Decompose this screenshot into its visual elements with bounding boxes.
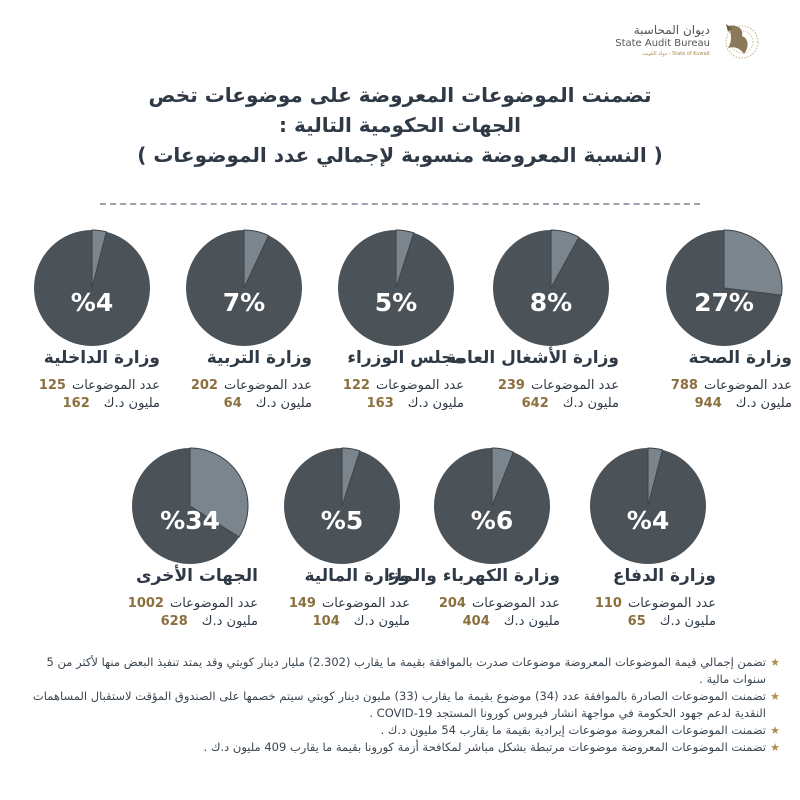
topics-count-label: عدد الموضوعات <box>375 378 464 393</box>
amount-value: 944 <box>694 396 722 411</box>
ministry-card <box>446 228 627 418</box>
footnote-text: تضمنت الموضوعات الصادرة بالموافقة عدد (34) موضوع بقيمة ما يقارب (33) مليون دينار كويتي سيتم خصمها على الصندوق المؤقت لاستقبال المساهمات النقدية لدعم جهود الحكومة في مواجهة انشار فيروس كورونا المستجد COVID-19 . <box>32 689 766 720</box>
ministry-card <box>170 228 320 418</box>
topics-count-row <box>39 378 160 393</box>
amount-row <box>367 396 464 411</box>
ministry-name: وزارة الداخلية <box>43 348 160 368</box>
topics-count-row <box>671 378 792 393</box>
ministry-name: وزارة الدفاع <box>612 566 716 586</box>
amount-value: 163 <box>366 396 394 411</box>
footnote-text: تضمنت الموضوعات المعروضة موضوعات إيرادية بقيمة ما يقارب 54 مليون د.ك . <box>380 723 766 737</box>
amount-unit-label: مليون د.ك <box>503 614 560 629</box>
topics-count-label: عدد الموضوعات <box>71 378 160 393</box>
amount-value: 404 <box>462 614 490 629</box>
ministry-card <box>322 228 472 418</box>
footnote-item <box>18 654 780 688</box>
amount-unit-label: مليون د.ك <box>201 614 258 629</box>
ministry-name: وزارة المالية <box>304 566 410 586</box>
ministry-card <box>387 446 568 636</box>
topics-count-value: 110 <box>594 596 622 611</box>
pie-chart <box>588 446 710 568</box>
amount-value: 642 <box>521 396 549 411</box>
footnote-text: تضمن إجمالي قيمة الموضوعات المعروضة موضوعات صدرت بالموافقة بقيمة ما يقارب (2.302) مليار دينار كويتي وقد يمتد تنفيذ البعض منها لأكثر من 5 سنوات مالية . <box>46 655 766 686</box>
topics-count-row <box>343 378 464 393</box>
topics-count-row <box>595 596 716 611</box>
star-icon: ★ <box>770 656 780 669</box>
footnote-item <box>18 739 780 756</box>
topics-count-label: عدد الموضوعات <box>169 596 258 611</box>
amount-row <box>463 614 560 629</box>
footnote-item <box>18 688 780 722</box>
page-title <box>100 80 700 170</box>
topics-count-row <box>439 596 560 611</box>
topics-count-value: 202 <box>190 378 218 393</box>
topics-count-label: عدد الموضوعات <box>703 378 792 393</box>
state-audit-bureau-logo <box>615 18 762 62</box>
star-icon: ★ <box>770 724 780 737</box>
pie-chart <box>130 446 252 568</box>
pie-chart <box>282 446 404 568</box>
amount-unit-label: مليون د.ك <box>103 396 160 411</box>
amount-row <box>224 396 312 411</box>
dashed-divider <box>100 203 700 205</box>
title-line-1: تضمنت الموضوعات المعروضة على موضوعات تخص <box>148 83 652 107</box>
amount-unit-label: مليون د.ك <box>407 396 464 411</box>
amount-row <box>313 614 410 629</box>
logo-text <box>615 23 710 57</box>
ministry-card <box>18 228 168 418</box>
amount-unit-label: مليون د.ك <box>255 396 312 411</box>
footnotes-list <box>18 654 780 756</box>
amount-value: 64 <box>223 396 242 411</box>
footnote-text: تضمنت الموضوعات المعروضة موضوعات مرتبطة بشكل مباشر لمكافحة أزمة كورونا بقيمة ما يقارب 409 مليون د.ك . <box>203 740 766 754</box>
ministry-name: وزارة الصحة <box>688 348 792 368</box>
topics-count-label: عدد الموضوعات <box>627 596 716 611</box>
topics-count-value: 1002 <box>127 596 164 611</box>
topics-count-value: 788 <box>670 378 698 393</box>
falcon-globe-icon <box>718 18 762 62</box>
topics-count-value: 122 <box>342 378 370 393</box>
ministry-card <box>268 446 418 636</box>
pie-chart <box>491 228 613 350</box>
amount-row <box>695 396 792 411</box>
pie-chart <box>336 228 458 350</box>
title-line-2: الجهات الحكومية التالية : <box>279 113 521 137</box>
pie-chart <box>664 228 786 350</box>
topics-count-value: 204 <box>438 596 466 611</box>
amount-row <box>628 614 716 629</box>
percent-label: 8% <box>529 288 573 317</box>
percent-label: 7% <box>222 288 266 317</box>
topics-count-label: عدد الموضوعات <box>223 378 312 393</box>
percent-label: 5% <box>374 288 418 317</box>
amount-unit-label: مليون د.ك <box>562 396 619 411</box>
amount-unit-label: مليون د.ك <box>659 614 716 629</box>
pie-chart <box>432 446 554 568</box>
logo-country: دولة الكويت - State of Kuwait <box>642 50 710 57</box>
percent-label: 27% <box>694 288 754 317</box>
logo-arabic-name: ديوان المحاسبة <box>633 23 710 38</box>
topics-count-row <box>128 596 258 611</box>
amount-unit-label: مليون د.ك <box>353 614 410 629</box>
amount-value: 65 <box>627 614 646 629</box>
title-line-3: ( النسبة المعروضة منسوبة لإجمالي عدد الموضوعات ) <box>137 143 663 167</box>
amount-value: 104 <box>312 614 340 629</box>
footnote-item <box>18 722 780 739</box>
pie-chart <box>184 228 306 350</box>
pie-chart <box>32 228 154 350</box>
amount-unit-label: مليون د.ك <box>735 396 792 411</box>
topics-count-row <box>191 378 312 393</box>
amount-value: 162 <box>62 396 90 411</box>
ministry-card <box>650 228 800 418</box>
ministry-card <box>116 446 266 636</box>
topics-count-label: عدد الموضوعات <box>530 378 619 393</box>
amount-row <box>522 396 619 411</box>
ministry-name: الجهات الأخرى <box>136 566 258 586</box>
amount-row <box>63 396 160 411</box>
pie-slice <box>724 230 782 295</box>
amount-value: 628 <box>160 614 188 629</box>
topics-count-label: عدد الموضوعات <box>321 596 410 611</box>
topics-count-label: عدد الموضوعات <box>471 596 560 611</box>
logo-english-name: State Audit Bureau <box>615 38 710 50</box>
ministry-card <box>574 446 724 636</box>
percent-label: %4 <box>626 506 670 535</box>
ministry-name: مجلس الوزراء <box>347 348 464 368</box>
percent-label: %5 <box>320 506 364 535</box>
topics-count-row <box>289 596 410 611</box>
ministry-name: وزارة الأشغال العامة <box>446 348 619 368</box>
ministry-name: وزارة الكهرباء والماء <box>387 566 560 586</box>
topics-count-value: 149 <box>288 596 316 611</box>
percent-label: %4 <box>70 288 114 317</box>
star-icon: ★ <box>770 690 780 703</box>
topics-count-value: 125 <box>38 378 66 393</box>
topics-count-row <box>498 378 619 393</box>
ministry-name: وزارة التربية <box>206 348 312 368</box>
amount-row <box>161 614 258 629</box>
topics-count-value: 239 <box>497 378 525 393</box>
percent-label: %6 <box>470 506 514 535</box>
star-icon: ★ <box>770 741 780 754</box>
percent-label: %34 <box>160 506 220 535</box>
